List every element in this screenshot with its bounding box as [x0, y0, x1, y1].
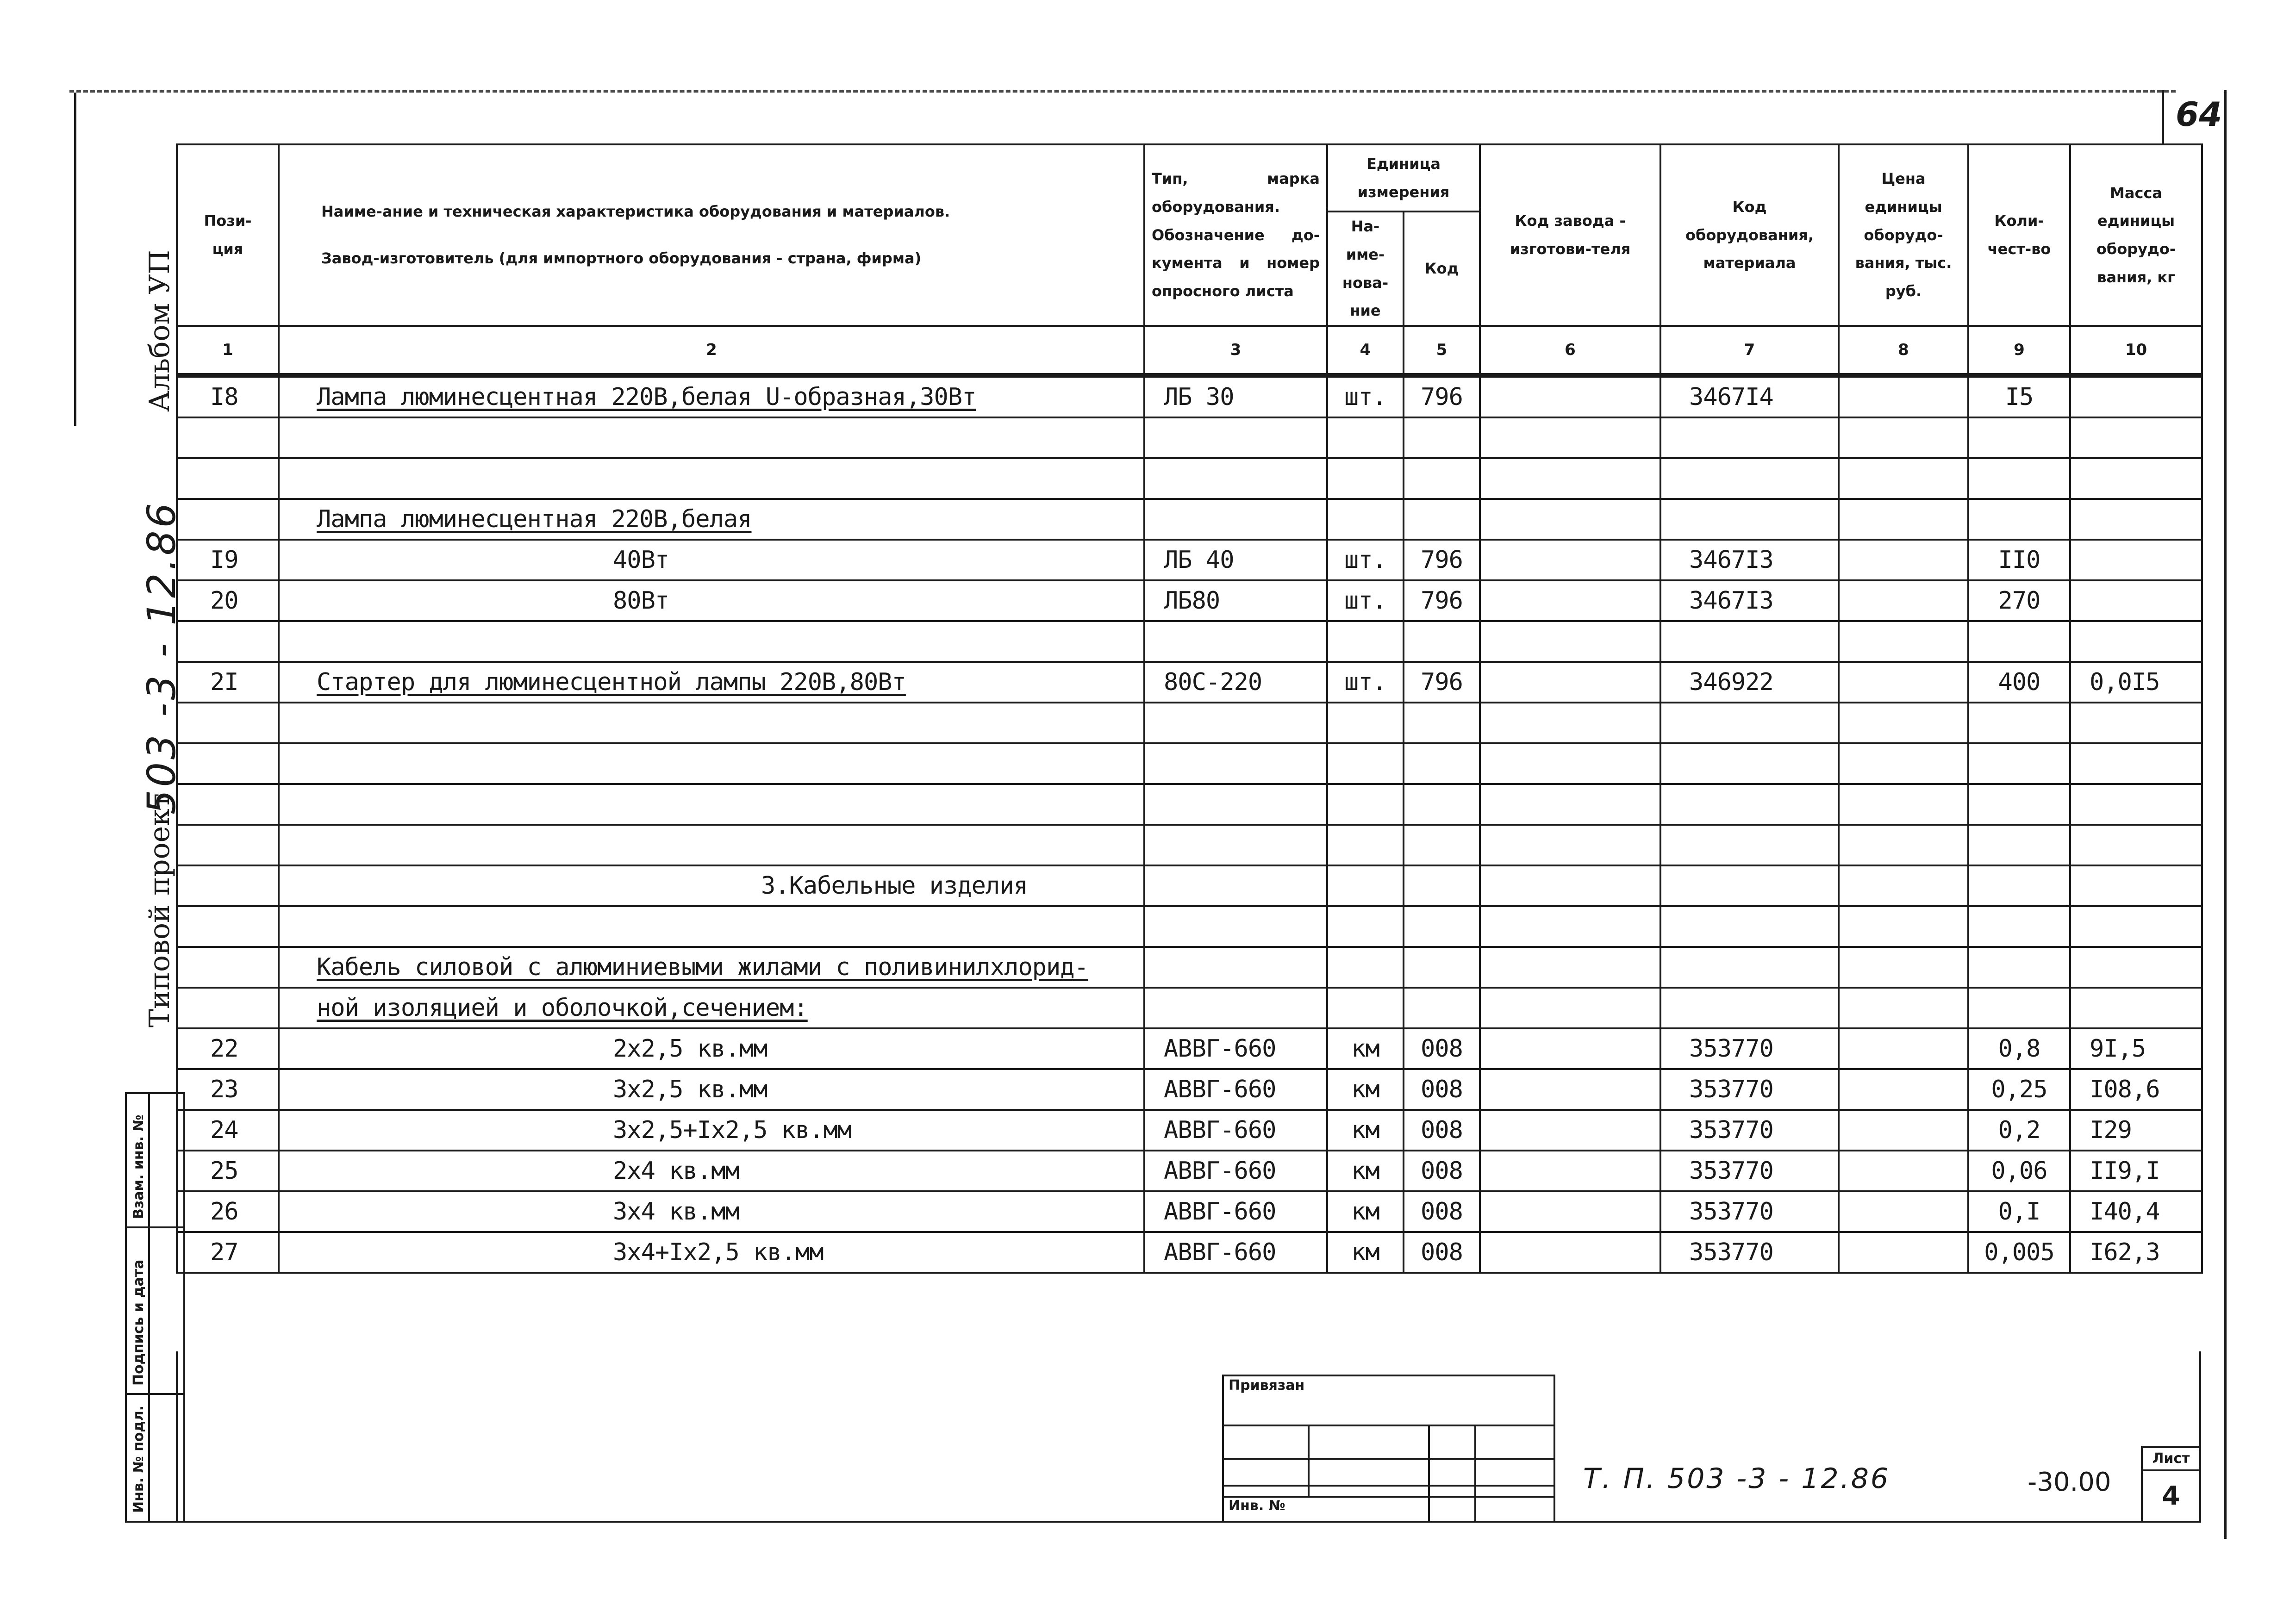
stamp-cell-inv	[127, 1395, 183, 1521]
unit-name-cell	[1327, 825, 1404, 865]
position-cell	[177, 743, 279, 784]
sheet-number: 4	[2162, 1481, 2180, 1511]
table-row	[177, 540, 2202, 580]
unit-name-cell	[1327, 947, 1404, 988]
position-cell	[177, 784, 279, 825]
header-unit-code: Код	[1404, 212, 1480, 326]
material-code-cell: 353770	[1660, 1191, 1839, 1232]
price-cell	[1839, 784, 1968, 825]
header-maker-code: Код завода - изготови-теля	[1480, 144, 1660, 326]
maker-code-cell	[1480, 375, 1660, 417]
position-cell	[177, 906, 279, 947]
type-cell	[1144, 865, 1327, 906]
material-code-cell	[1660, 988, 1839, 1028]
material-code-cell: 353770	[1660, 1069, 1839, 1110]
quantity-cell	[1968, 703, 2070, 743]
table-row	[177, 458, 2202, 499]
material-code-cell	[1660, 784, 1839, 825]
quantity-cell: 0,8	[1968, 1028, 2070, 1069]
quantity-cell	[1968, 499, 2070, 540]
unit-name-cell: шт.	[1327, 580, 1404, 621]
price-cell	[1839, 540, 1968, 580]
position-cell	[177, 825, 279, 865]
table-row	[177, 865, 2202, 906]
header-type-doc: Тип, марка оборудования. Обозначение до-кумента и номер опросного листа	[1144, 144, 1327, 326]
price-cell	[1839, 906, 1968, 947]
column-number: 4	[1327, 326, 1404, 375]
type-cell	[1144, 458, 1327, 499]
unit-name-cell: км	[1327, 1151, 1404, 1191]
unit-name-cell	[1327, 865, 1404, 906]
privyazan-block	[1222, 1375, 1555, 1523]
mass-cell: I62,3	[2070, 1232, 2202, 1273]
mass-cell	[2070, 580, 2202, 621]
sheet-box	[2141, 1446, 2201, 1523]
quantity-cell	[1968, 988, 2070, 1028]
position-cell: 2I	[177, 662, 279, 703]
type-cell	[1144, 417, 1327, 458]
quantity-cell	[1968, 947, 2070, 988]
position-cell: I9	[177, 540, 279, 580]
table-row	[177, 417, 2202, 458]
table-row	[177, 1069, 2202, 1110]
name-cell: ной изоляцией и оболочкой,сечением:	[279, 988, 1144, 1028]
unit-name-cell: км	[1327, 1069, 1404, 1110]
title-project-code: Т. П. 503 -3 - 12.86	[1583, 1462, 1890, 1495]
unit-code-cell: 008	[1404, 1110, 1480, 1151]
type-cell	[1144, 703, 1327, 743]
position-cell	[177, 417, 279, 458]
quantity-cell	[1968, 784, 2070, 825]
unit-name-cell: шт.	[1327, 375, 1404, 417]
bottom-frame	[176, 1351, 2201, 1523]
position-cell: 24	[177, 1110, 279, 1151]
price-cell	[1839, 1028, 1968, 1069]
maker-code-cell	[1480, 988, 1660, 1028]
stamp-label-inv: Инв. № подл.	[131, 1405, 147, 1513]
material-code-cell: 353770	[1660, 1151, 1839, 1191]
position-cell	[177, 499, 279, 540]
unit-code-cell: 796	[1404, 375, 1480, 417]
maker-code-cell	[1480, 499, 1660, 540]
quantity-cell	[1968, 743, 2070, 784]
name-cell: 2х2,5 кв.мм	[279, 1028, 1144, 1069]
position-cell: 22	[177, 1028, 279, 1069]
header-price: Цена единицы оборудо-вания, тыс. руб.	[1839, 144, 1968, 326]
quantity-cell: II0	[1968, 540, 2070, 580]
quantity-cell: 0,I	[1968, 1191, 2070, 1232]
maker-code-cell	[1480, 1069, 1660, 1110]
price-cell	[1839, 1069, 1968, 1110]
table-row	[177, 988, 2202, 1028]
maker-code-cell	[1480, 906, 1660, 947]
header-mass: Масса единицы оборудо-вания, кг	[2070, 144, 2202, 326]
unit-code-cell	[1404, 947, 1480, 988]
name-cell: 2х4 кв.мм	[279, 1151, 1144, 1191]
price-cell	[1839, 865, 1968, 906]
material-code-cell: 353770	[1660, 1232, 1839, 1273]
type-cell: АВВГ-660	[1144, 1151, 1327, 1191]
material-code-cell	[1660, 743, 1839, 784]
material-code-cell	[1660, 621, 1839, 662]
quantity-cell: 0,06	[1968, 1151, 2070, 1191]
mass-cell	[2070, 865, 2202, 906]
quantity-cell: 270	[1968, 580, 2070, 621]
unit-name-cell: шт.	[1327, 540, 1404, 580]
maker-code-cell	[1480, 1110, 1660, 1151]
maker-code-cell	[1480, 865, 1660, 906]
type-cell: АВВГ-660	[1144, 1069, 1327, 1110]
column-number: 2	[279, 326, 1144, 375]
type-cell	[1144, 784, 1327, 825]
type-cell: АВВГ-660	[1144, 1232, 1327, 1273]
mass-cell	[2070, 988, 2202, 1028]
header-unit-name: На-име-нова-ние	[1327, 212, 1404, 326]
material-code-cell	[1660, 906, 1839, 947]
price-cell	[1839, 458, 1968, 499]
quantity-cell	[1968, 906, 2070, 947]
maker-code-cell	[1480, 825, 1660, 865]
unit-name-cell: км	[1327, 1191, 1404, 1232]
price-cell	[1839, 1191, 1968, 1232]
position-cell	[177, 947, 279, 988]
material-code-cell	[1660, 825, 1839, 865]
quantity-cell	[1968, 621, 2070, 662]
name-cell: 40Вт	[279, 540, 1144, 580]
unit-name-cell	[1327, 743, 1404, 784]
mass-cell: 9I,5	[2070, 1028, 2202, 1069]
header-description-line1: Наиме-ание и техническая характеристика оборудования и материалов.	[321, 203, 950, 221]
unit-name-cell: шт.	[1327, 662, 1404, 703]
price-cell	[1839, 580, 1968, 621]
position-cell	[177, 621, 279, 662]
mass-cell	[2070, 417, 2202, 458]
type-cell: ЛБ 30	[1144, 375, 1327, 417]
stamp-cell-vzam	[127, 1094, 183, 1228]
unit-code-cell	[1404, 703, 1480, 743]
unit-name-cell: км	[1327, 1028, 1404, 1069]
maker-code-cell	[1480, 580, 1660, 621]
column-number: 7	[1660, 326, 1839, 375]
frame-left-line	[74, 93, 76, 426]
column-number: 6	[1480, 326, 1660, 375]
maker-code-cell	[1480, 703, 1660, 743]
table-row	[177, 1232, 2202, 1273]
type-cell: ЛБ80	[1144, 580, 1327, 621]
name-cell	[279, 906, 1144, 947]
name-cell: 80Вт	[279, 580, 1144, 621]
price-cell	[1839, 1151, 1968, 1191]
table-row	[177, 743, 2202, 784]
quantity-cell	[1968, 458, 2070, 499]
position-cell: 25	[177, 1151, 279, 1191]
type-cell	[1144, 621, 1327, 662]
unit-code-cell	[1404, 906, 1480, 947]
header-position: Пози- ция	[177, 144, 279, 326]
mass-cell	[2070, 906, 2202, 947]
price-cell	[1839, 947, 1968, 988]
material-code-cell: 353770	[1660, 1028, 1839, 1069]
page-number-box-left	[2162, 90, 2164, 143]
name-cell: Стартер для люминесцентной лампы 220В,80Вт	[279, 662, 1144, 703]
unit-name-cell	[1327, 988, 1404, 1028]
stamp-cell-podpis	[127, 1228, 183, 1395]
position-cell	[177, 458, 279, 499]
table-row	[177, 703, 2202, 743]
mass-cell: 0,0I5	[2070, 662, 2202, 703]
type-cell	[1144, 743, 1327, 784]
unit-name-cell	[1327, 906, 1404, 947]
type-cell: 80С-220	[1144, 662, 1327, 703]
column-number: 9	[1968, 326, 2070, 375]
unit-name-cell	[1327, 784, 1404, 825]
type-cell: ЛБ 40	[1144, 540, 1327, 580]
page-number: 64	[2176, 95, 2222, 134]
name-cell: 3х2,5 кв.мм	[279, 1069, 1144, 1110]
unit-code-cell	[1404, 499, 1480, 540]
stamp-label-vzam: Взам. инв. №	[131, 1114, 147, 1219]
material-code-cell: 3467I4	[1660, 375, 1839, 417]
maker-code-cell	[1480, 417, 1660, 458]
mass-cell	[2070, 784, 2202, 825]
quantity-cell: 0,25	[1968, 1069, 2070, 1110]
table-row	[177, 784, 2202, 825]
side-album-label: Альбом УП	[144, 250, 176, 412]
type-cell: АВВГ-660	[1144, 1191, 1327, 1232]
specification-table	[176, 143, 2203, 1274]
unit-code-cell	[1404, 458, 1480, 499]
name-cell: Лампа люминесцентная 220В,белая U-образная,30Вт	[279, 375, 1144, 417]
mass-cell	[2070, 825, 2202, 865]
title-sheet-suffix: -30.00	[2028, 1467, 2111, 1497]
privyazan-label: Привязан	[1229, 1377, 1305, 1394]
table-row	[177, 621, 2202, 662]
header-description	[279, 144, 1144, 326]
table-row	[177, 1151, 2202, 1191]
mass-cell	[2070, 499, 2202, 540]
maker-code-cell	[1480, 743, 1660, 784]
quantity-cell	[1968, 865, 2070, 906]
quantity-cell	[1968, 825, 2070, 865]
name-cell	[279, 703, 1144, 743]
material-code-cell: 346922	[1660, 662, 1839, 703]
price-cell	[1839, 1110, 1968, 1151]
stamp-label-podpis: Подпись и дата	[131, 1259, 147, 1386]
price-cell	[1839, 662, 1968, 703]
mass-cell	[2070, 743, 2202, 784]
price-cell	[1839, 499, 1968, 540]
mass-cell	[2070, 540, 2202, 580]
column-number: 1	[177, 326, 279, 375]
name-cell: Кабель силовой с алюминиевыми жилами с поливинилхлорид-	[279, 947, 1144, 988]
material-code-cell	[1660, 865, 1839, 906]
material-code-cell: 3467I3	[1660, 540, 1839, 580]
type-cell	[1144, 499, 1327, 540]
maker-code-cell	[1480, 947, 1660, 988]
table-row	[177, 1191, 2202, 1232]
maker-code-cell	[1480, 1028, 1660, 1069]
name-cell	[279, 784, 1144, 825]
price-cell	[1839, 743, 1968, 784]
name-cell	[279, 621, 1144, 662]
quantity-cell: I5	[1968, 375, 2070, 417]
maker-code-cell	[1480, 662, 1660, 703]
header-material-code: Код оборудования, материала	[1660, 144, 1839, 326]
unit-name-cell	[1327, 621, 1404, 662]
name-cell: 3х2,5+Iх2,5 кв.мм	[279, 1110, 1144, 1151]
name-cell: 3х4 кв.мм	[279, 1191, 1144, 1232]
table-row	[177, 825, 2202, 865]
table-row	[177, 1028, 2202, 1069]
unit-code-cell	[1404, 825, 1480, 865]
position-cell: 27	[177, 1232, 279, 1273]
price-cell	[1839, 825, 1968, 865]
sheet-label: Лист	[2143, 1448, 2199, 1471]
table-row	[177, 947, 2202, 988]
maker-code-cell	[1480, 540, 1660, 580]
name-cell: 3х4+Iх2,5 кв.мм	[279, 1232, 1144, 1273]
table-row	[177, 375, 2202, 417]
mass-cell	[2070, 621, 2202, 662]
type-cell: АВВГ-660	[1144, 1028, 1327, 1069]
quantity-cell	[1968, 417, 2070, 458]
unit-code-cell	[1404, 417, 1480, 458]
material-code-cell	[1660, 499, 1839, 540]
table-row	[177, 662, 2202, 703]
unit-code-cell: 796	[1404, 662, 1480, 703]
position-cell: 26	[177, 1191, 279, 1232]
table-row	[177, 906, 2202, 947]
material-code-cell	[1660, 417, 1839, 458]
mass-cell	[2070, 458, 2202, 499]
table-row	[177, 499, 2202, 540]
mass-cell: I40,4	[2070, 1191, 2202, 1232]
quantity-cell: 400	[1968, 662, 2070, 703]
inv-number-label: Инв. №	[1229, 1498, 1285, 1514]
price-cell	[1839, 375, 1968, 417]
price-cell	[1839, 417, 1968, 458]
name-cell	[279, 458, 1144, 499]
maker-code-cell	[1480, 621, 1660, 662]
mass-cell: I08,6	[2070, 1069, 2202, 1110]
type-cell	[1144, 988, 1327, 1028]
quantity-cell: 0,2	[1968, 1110, 2070, 1151]
position-cell: 20	[177, 580, 279, 621]
position-cell	[177, 988, 279, 1028]
table-row	[177, 1110, 2202, 1151]
header-unit: Единица измерения	[1327, 144, 1480, 212]
material-code-cell	[1660, 703, 1839, 743]
price-cell	[1839, 621, 1968, 662]
name-cell	[279, 417, 1144, 458]
maker-code-cell	[1480, 1232, 1660, 1273]
type-cell	[1144, 825, 1327, 865]
header-description-line2: Завод-изготовитель (для импортного оборудования - страна, фирма)	[321, 249, 922, 268]
type-cell	[1144, 947, 1327, 988]
name-cell: 3.Кабельные изделия	[279, 865, 1144, 906]
unit-code-cell	[1404, 621, 1480, 662]
position-cell	[177, 865, 279, 906]
frame-top-dashed-line	[69, 90, 2176, 93]
unit-name-cell	[1327, 703, 1404, 743]
material-code-cell: 353770	[1660, 1110, 1839, 1151]
specification-rows	[177, 375, 2202, 1273]
unit-code-cell	[1404, 784, 1480, 825]
name-cell	[279, 743, 1144, 784]
name-cell: Лампа люминесцентная 220В,белая	[279, 499, 1144, 540]
unit-name-cell	[1327, 499, 1404, 540]
position-cell: 23	[177, 1069, 279, 1110]
unit-name-cell	[1327, 417, 1404, 458]
column-number: 10	[2070, 326, 2202, 375]
side-project-type: Типовой проект	[144, 793, 176, 1027]
unit-code-cell	[1404, 988, 1480, 1028]
material-code-cell: 3467I3	[1660, 580, 1839, 621]
unit-code-cell: 796	[1404, 580, 1480, 621]
price-cell	[1839, 988, 1968, 1028]
name-cell	[279, 825, 1144, 865]
type-cell	[1144, 906, 1327, 947]
mass-cell	[2070, 947, 2202, 988]
unit-code-cell: 008	[1404, 1191, 1480, 1232]
price-cell	[1839, 1232, 1968, 1273]
unit-code-cell	[1404, 743, 1480, 784]
mass-cell: II9,I	[2070, 1151, 2202, 1191]
unit-code-cell: 008	[1404, 1151, 1480, 1191]
material-code-cell	[1660, 458, 1839, 499]
column-number: 8	[1839, 326, 1968, 375]
maker-code-cell	[1480, 1191, 1660, 1232]
unit-code-cell: 008	[1404, 1232, 1480, 1273]
maker-code-cell	[1480, 784, 1660, 825]
maker-code-cell	[1480, 1151, 1660, 1191]
position-cell	[177, 703, 279, 743]
maker-code-cell	[1480, 458, 1660, 499]
unit-name-cell	[1327, 458, 1404, 499]
unit-code-cell: 008	[1404, 1028, 1480, 1069]
header-quantity: Коли-чест-во	[1968, 144, 2070, 326]
table-row	[177, 580, 2202, 621]
type-cell: АВВГ-660	[1144, 1110, 1327, 1151]
unit-code-cell	[1404, 865, 1480, 906]
mass-cell	[2070, 375, 2202, 417]
frame-right-line	[2224, 90, 2227, 1539]
quantity-cell: 0,005	[1968, 1232, 2070, 1273]
unit-code-cell: 796	[1404, 540, 1480, 580]
column-number: 5	[1404, 326, 1480, 375]
column-number: 3	[1144, 326, 1327, 375]
price-cell	[1839, 703, 1968, 743]
unit-name-cell: км	[1327, 1110, 1404, 1151]
side-project-code: 503 -3 - 12.86	[139, 500, 184, 815]
material-code-cell	[1660, 947, 1839, 988]
position-cell: I8	[177, 375, 279, 417]
unit-code-cell: 008	[1404, 1069, 1480, 1110]
unit-name-cell: км	[1327, 1232, 1404, 1273]
mass-cell	[2070, 703, 2202, 743]
mass-cell: I29	[2070, 1110, 2202, 1151]
